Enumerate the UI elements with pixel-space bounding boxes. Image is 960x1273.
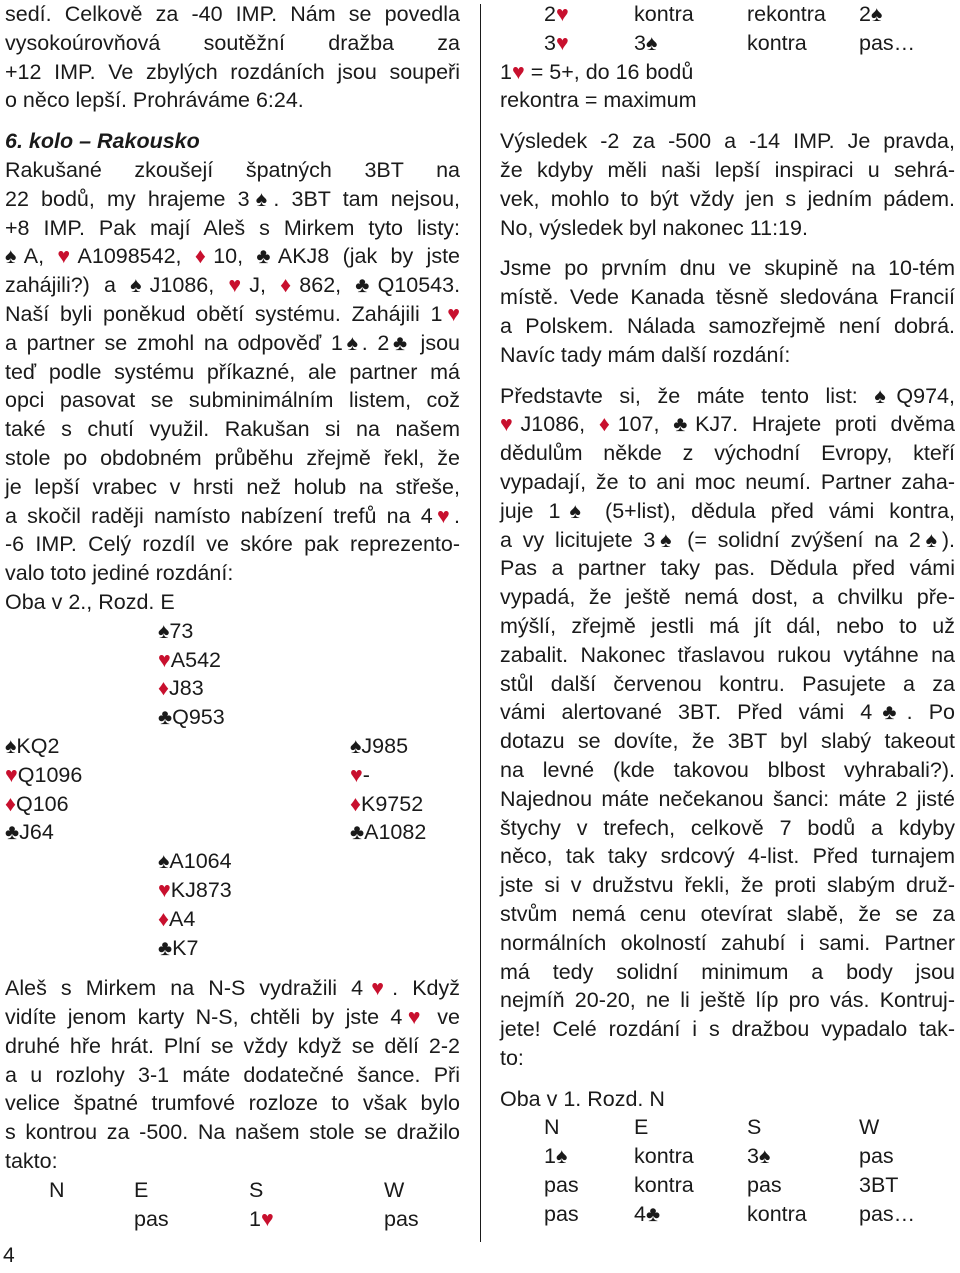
heart-icon: ♥ <box>350 762 363 787</box>
spade-icon: ♠ <box>350 733 362 758</box>
paragraph-line: 22 bodů, my hrajeme 3♠. 3BT tam nejsou, <box>5 186 461 211</box>
paragraph-line: zabalit. Nakonec třaslavou rukou vytáhne na <box>500 642 955 667</box>
bid-cell: 2♥ <box>544 2 569 26</box>
bid-cell: N <box>544 1115 560 1140</box>
paragraph-line: vypadá, že ještě nemá dost, a chvilku pře- <box>500 585 955 610</box>
bid-cell: E <box>134 1177 149 1202</box>
club-icon: ♣ <box>350 820 365 845</box>
deal-header: Oba v 1. Rozd. N <box>500 1086 665 1111</box>
paragraph-line: je lepší vrabec v hrsti než holub na střeše, <box>5 474 460 499</box>
intro-line: vysokoúrovňová soutěžní dražba za <box>5 30 460 55</box>
paragraph-line: to: <box>500 1045 524 1070</box>
diamond-icon: ♦ <box>194 244 214 269</box>
paragraph-line: Pas a partner taky pas. Dědula před vámi <box>500 556 955 581</box>
paragraph-line: Představte si, že máte tento list: ♠Q974, <box>500 383 955 408</box>
bid-cell: pas <box>384 1206 419 1231</box>
west-hand-line: ♥Q1096 <box>5 762 83 787</box>
heart-icon: ♥ <box>555 2 569 26</box>
bid-cell: pas <box>134 1206 169 1231</box>
paragraph-line: stůl další červenou kontru. Pasujete a za <box>500 671 955 696</box>
paragraph-line: a skočil raději namísto nabízení trefů na 4♥. <box>5 503 460 528</box>
page-number: 4 <box>3 1244 15 1267</box>
left-column <box>5 0 460 1233</box>
spade-icon: ♠ <box>560 498 591 523</box>
paragraph-line: vypadají, že to ani moc neumí. Partner zaha- <box>500 469 955 494</box>
paragraph-line: také s chutí využil. Rakušan si na našem <box>5 417 460 442</box>
heart-icon: ♥ <box>57 244 78 269</box>
south-hand-line: ♦A4 <box>158 906 196 931</box>
diamond-icon: ♦ <box>5 791 16 816</box>
east-hand-line: ♦K9752 <box>350 791 424 816</box>
paragraph-line: a partner se zmohl na odpověď 1♠. 2♣ jsou <box>5 330 461 355</box>
club-icon: ♣ <box>158 705 173 730</box>
paragraph-line: Výsledek -2 za -500 a -14 IMP. Je pravda, <box>500 129 955 154</box>
paragraph-line: ♥J1086, ♦107, ♣KJ7. Hrajete proti dvěma <box>500 412 956 437</box>
bid-cell: 1♠ <box>544 1144 568 1169</box>
bid-cell: W <box>384 1177 405 1202</box>
paragraph-line: +8 IMP. Pak mají Aleš s Mirkem tyto listy: <box>5 215 460 240</box>
bid-cell: E <box>634 1115 649 1140</box>
bid-cell: kontra <box>747 30 807 55</box>
paragraph-line: Navíc tady mám další rozdání: <box>500 342 791 367</box>
paragraph-line: s kontrou za -500. Na našem stole se dražilo <box>5 1120 460 1145</box>
heart-icon: ♥ <box>260 1206 274 1231</box>
bid-cell: 3♠ <box>747 1144 771 1169</box>
club-icon: ♣ <box>645 1201 661 1226</box>
bid-cell: N <box>49 1177 65 1202</box>
heart-icon: ♥ <box>402 1005 426 1030</box>
north-hand-line: ♥A542 <box>158 647 221 672</box>
paragraph-line: nejmíň 20-20, ne li ještě líp pro vás. Kontruj- <box>500 988 955 1013</box>
paragraph-line: ♠A, ♥A1098542, ♦10, ♣AKJ8 (jak by jste <box>5 244 461 269</box>
diamond-icon: ♦ <box>598 412 618 437</box>
spacer <box>5 115 460 127</box>
column-divider <box>480 4 481 1242</box>
paragraph-line: a Polskem. Nálada samozřejmě není dobrá. <box>500 313 955 338</box>
east-hand-line: ♥- <box>350 762 370 787</box>
spacer <box>500 115 955 127</box>
bid-cell: pas <box>747 1173 782 1198</box>
spade-icon: ♠ <box>920 527 942 552</box>
bid-cell: 3♠ <box>634 30 658 55</box>
paragraph-line: jste si v družstvu řekli, že proti slabým druž- <box>500 873 955 898</box>
paragraph-line: dědulům někde z východní Evropy, kteří <box>500 441 955 466</box>
east-hand-line: ♠J985 <box>350 733 409 758</box>
paragraph-line: a vy licitujete 3♠ (= solidní zvýšení na 2♠). <box>500 527 956 552</box>
paragraph-line: štychy v trefech, celkově 7 bodů a kdyby <box>500 815 955 840</box>
paragraph-line: a u rozlohy 3-1 máte dodatečné šance. Při <box>5 1062 460 1087</box>
west-east-row <box>5 732 460 761</box>
west-east-row <box>5 761 460 790</box>
paragraph-line: normálních okolností zahubí i sami. Partner <box>500 930 955 955</box>
bidding-table-continued <box>500 0 955 58</box>
club-icon: ♣ <box>256 244 278 269</box>
south-hand-line: ♥KJ873 <box>158 877 232 902</box>
diamond-icon: ♦ <box>158 906 169 931</box>
bid-cell: pas <box>859 1144 894 1169</box>
club-icon: ♣ <box>872 700 907 725</box>
bid-cell: pas… <box>859 1201 916 1226</box>
bid-cell: 1♥ <box>249 1206 274 1231</box>
paragraph-line: druhé hře hrát. Plní se vždy když se dělí 2-2 <box>5 1033 460 1058</box>
spade-icon: ♠ <box>158 618 170 643</box>
east-hand-line: ♣A1082 <box>350 820 427 845</box>
paragraph-line: dotazu se dovíte, že 3BT byl slabý takeout <box>500 729 955 754</box>
bidding-table-2 <box>500 1113 955 1228</box>
intro-line: +12 IMP. Ve zbylých rozdáních jsou soupeři <box>5 59 460 84</box>
paragraph-line: -6 IMP. Celý rozdíl ve skóre pak reprezento- <box>5 532 460 557</box>
paragraph-line: No, výsledek byl nakonec 11:19. <box>500 215 808 240</box>
spade-icon: ♠ <box>758 1144 771 1169</box>
right-column <box>500 0 955 1229</box>
west-hand-line: ♣J64 <box>5 820 54 845</box>
spade-icon: ♠ <box>5 244 24 269</box>
bid-cell: kontra <box>634 2 694 26</box>
spade-icon: ♠ <box>249 186 274 211</box>
north-hand-line: ♦J83 <box>158 676 204 701</box>
bidding-note: rekontra = maximum <box>500 88 697 113</box>
bid-cell: kontra <box>747 1201 807 1226</box>
diamond-icon: ♦ <box>350 791 361 816</box>
west-hand-line: ♠KQ2 <box>5 733 60 758</box>
heart-icon: ♥ <box>511 59 525 84</box>
west-east-row <box>5 818 460 847</box>
club-icon: ♣ <box>389 330 411 355</box>
paragraph-line: na levné (kde takovou blbost vyhrabali?). <box>500 757 955 782</box>
paragraph-line: stole po obdobném průběhu zřejmě řekl, že <box>5 445 460 470</box>
paragraph-line: vidíte jenom karty N-S, chtěli by jste 4♥ ve <box>5 1005 461 1030</box>
bid-cell: 3BT <box>859 1173 899 1198</box>
north-hand-line: ♣Q953 <box>158 705 225 730</box>
club-icon: ♣ <box>673 412 696 437</box>
bidding-note: 1♥ = 5+, do 16 bodů <box>500 59 694 84</box>
paragraph-line: místě. Vede Kanada těsně sledována Francií <box>500 285 955 310</box>
spade-icon: ♠ <box>5 733 17 758</box>
heart-icon: ♥ <box>158 647 171 672</box>
spade-icon: ♠ <box>130 273 150 298</box>
paragraph-line: Jsme po prvním dnu ve skupině na 10-tém <box>500 256 955 281</box>
bid-cell <box>49 1205 134 1234</box>
south-hand-line: ♠A1064 <box>158 849 232 874</box>
spade-icon: ♠ <box>870 2 883 26</box>
paragraph-line: velice špatné trumfové rozloze to však bylo <box>5 1091 460 1116</box>
paragraph-line: valo toto jediné rozdání: <box>5 561 234 586</box>
club-icon: ♣ <box>158 935 173 960</box>
spacer <box>500 242 955 254</box>
paragraph-line: má tedy solidní minimum a body jsou <box>500 959 955 984</box>
west-hand-line: ♦Q106 <box>5 791 69 816</box>
intro-line: sedí. Celkově za -40 IMP. Nám se povedla <box>5 2 460 26</box>
south-hand-line: ♣K7 <box>158 935 199 960</box>
spade-icon: ♠ <box>645 30 658 55</box>
heart-icon: ♥ <box>228 273 250 298</box>
paragraph-line: vek, mohlo to být vždy jen s jedním pádem. <box>500 186 955 211</box>
bid-cell: S <box>249 1177 264 1202</box>
north-hand-line: ♠73 <box>158 618 194 643</box>
spade-icon: ♠ <box>342 330 362 355</box>
bid-cell: 4♣ <box>634 1201 661 1226</box>
spade-icon: ♠ <box>655 527 677 552</box>
spade-icon: ♠ <box>874 383 897 408</box>
heart-icon: ♥ <box>363 976 393 1001</box>
paragraph-line: Naší byli poněkud obětí systému. Zahájili 1♥ <box>5 301 461 326</box>
bid-cell: W <box>859 1115 880 1140</box>
bid-cell: pas <box>544 1201 579 1226</box>
paragraph-line: opci pasovat se subminimálním listem, což <box>5 388 460 413</box>
paragraph-line: jete! Celé rozdání i s dražbou vypadalo tak- <box>500 1017 955 1042</box>
club-icon: ♣ <box>5 820 20 845</box>
bid-cell: kontra <box>634 1173 694 1198</box>
bid-cell: rekontra <box>747 2 826 26</box>
paragraph-line: mýšlí, zřejmě jestli má jít dál, nebo to už <box>500 613 955 638</box>
section-heading: 6. kolo – Rakousko <box>5 129 200 154</box>
paragraph-line: zahájili?) a ♠J1086, ♥J, ♦862, ♣Q10543. <box>5 273 461 298</box>
paragraph-line: Rakušané zkoušejí špatných 3BT na <box>5 157 460 182</box>
heart-icon: ♥ <box>500 412 521 437</box>
paragraph-line: takto: <box>5 1149 58 1174</box>
heart-icon: ♥ <box>5 762 18 787</box>
heart-icon: ♥ <box>432 503 455 528</box>
paragraph-line: Najednou máte nečekanou šanci: máte 2 jisté <box>500 786 955 811</box>
paragraph-line: vámi alertované 3BT. Před vámi 4♣. Po <box>500 700 956 725</box>
deal-header: Oba v 2., Rozd. E <box>5 589 175 614</box>
paragraph-line: juje 1♠ (5+list), dědula před vámi kontra, <box>500 498 955 523</box>
bidding-table <box>5 1176 460 1234</box>
club-icon: ♣ <box>355 273 378 298</box>
bid-cell: pas <box>544 1173 579 1198</box>
paragraph-line: stvům nemá cenu otevírat slabě, že se za <box>500 901 955 926</box>
heart-icon: ♥ <box>442 301 461 326</box>
paragraph-line: Aleš s Mirkem na N-S vydražili 4♥. Když <box>5 976 461 1001</box>
diamond-icon: ♦ <box>158 676 169 701</box>
bid-cell: S <box>747 1115 762 1140</box>
bid-cell: 2♠ <box>859 2 883 26</box>
intro-line: o něco lepší. Prohráváme 6:24. <box>5 88 304 113</box>
spacer <box>500 370 955 382</box>
spacer <box>500 1073 955 1085</box>
west-east-row <box>5 790 460 819</box>
heart-icon: ♥ <box>555 30 569 55</box>
bid-cell: pas… <box>859 30 916 55</box>
spade-icon: ♠ <box>555 1144 568 1169</box>
bid-cell: 3♥ <box>544 30 569 55</box>
bid-cell: kontra <box>634 1144 694 1169</box>
spacer <box>5 962 460 974</box>
spade-icon: ♠ <box>158 849 170 874</box>
diamond-icon: ♦ <box>280 273 300 298</box>
heart-icon: ♥ <box>158 877 171 902</box>
paragraph-line: něco, tak taky srdcový 4-list. Před turnajem <box>500 844 955 869</box>
paragraph-line: teď podle systému příkazné, ale partner má <box>5 359 460 384</box>
paragraph-line: že kdyby měli naši lepší inspiraci u sehrá- <box>500 157 955 182</box>
